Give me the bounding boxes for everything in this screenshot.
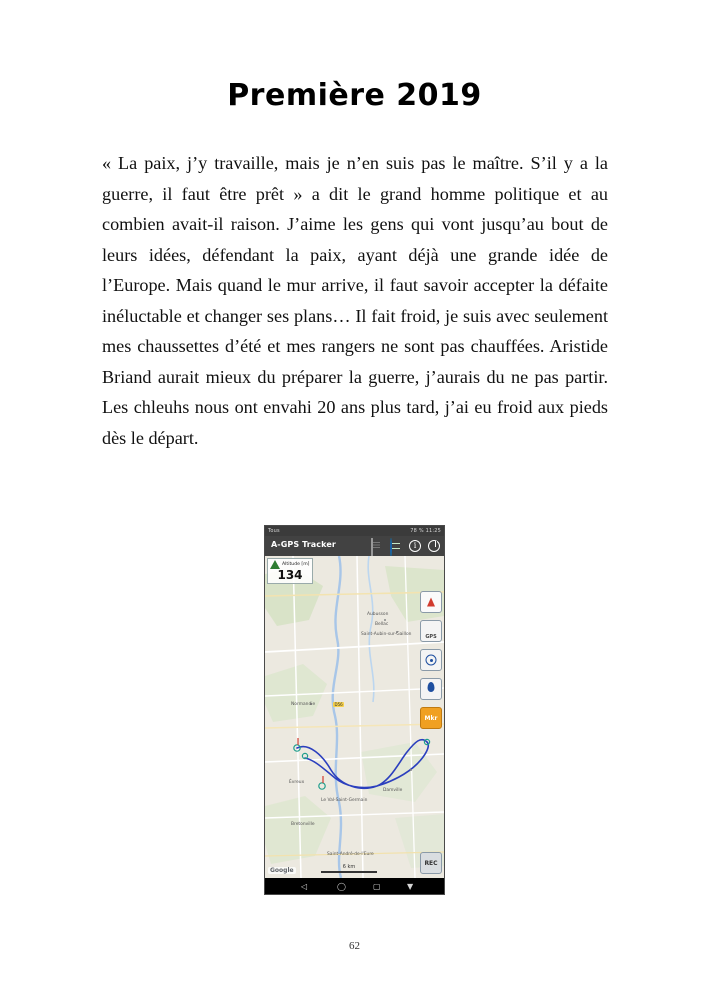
android-nav-bar <box>265 878 444 895</box>
map-scale-label: 6 km <box>342 864 356 870</box>
home-icon[interactable]: ◯ <box>337 882 346 891</box>
map-label-saint-aubin: Saint-Aubin-sur-Gaillon <box>361 632 412 637</box>
keyboard-icon[interactable]: ▼ <box>407 882 414 891</box>
globe-icon[interactable] <box>390 539 402 552</box>
map-label-aubusson: Aubusson <box>367 612 389 617</box>
app-bar <box>265 536 444 556</box>
map-scale-bar <box>321 864 377 873</box>
map-label-normandie: Normandie <box>291 702 316 707</box>
phone-screenshot-figure <box>264 525 445 895</box>
map-scale-line <box>321 871 377 873</box>
gps-button[interactable] <box>420 620 442 642</box>
gps-button-label: GPS <box>425 634 437 640</box>
marker-button[interactable] <box>420 707 442 729</box>
map-label-saint-andre: Saint-André-de-l'Eure <box>327 852 374 857</box>
body-text <box>102 148 608 453</box>
compass-needle-icon <box>427 598 435 607</box>
crosshair-icon <box>426 655 437 666</box>
map-view[interactable] <box>265 556 444 878</box>
map-label-val-saint-germain: Le Val-Saint-Germain <box>321 798 368 803</box>
app-bar-icon-group <box>371 539 440 552</box>
app-title: A-GPS Tracker <box>271 540 336 549</box>
compass-button[interactable] <box>420 591 442 613</box>
record-button[interactable] <box>420 852 442 874</box>
altitude-label: Altitude [m] <box>282 562 310 567</box>
map-label-bretonville: Bretonville <box>291 822 315 827</box>
map-label-bellac: Bellac <box>375 622 389 627</box>
body-paragraph: « La paix, j’y travaille, mais je n’en suis pas le maître. S’il y a la guerre, il faut être prêt » a dit le grand homme politique et au combien avait-il raison. J’aime les gens qui vont jusqu’au bout de leurs idées, défendant la paix, ayant déjà une grande idée de l’Europe. Mais quand le mur arrive, il faut savoir accepter la défaite inéluctable et changer ses plans… Il fait froid, je suis avec seulement mes chaussettes d’été et mes rangers ne sont pas chauffées. Aristide Briand aurait mieux du préparer la guerre, j’aurais du ne pas partir. Les chleuhs nous ont envahi 20 ans plus tard, j’ai eu froid aux pieds dès le départ. <box>102 153 608 448</box>
recents-icon[interactable]: ▢ <box>373 882 381 891</box>
marker-button-label: Mkr <box>424 715 438 722</box>
map-canvas <box>265 556 444 878</box>
map-label-evreux: Évreux <box>289 780 305 785</box>
google-logo: Google <box>270 867 294 874</box>
waypoint-button[interactable] <box>420 678 442 700</box>
center-location-button[interactable] <box>420 649 442 671</box>
record-button-label: REC <box>424 860 438 867</box>
phone-status-bar <box>265 526 444 536</box>
map-pin-icon <box>428 682 435 692</box>
back-icon[interactable]: ◁ <box>301 882 308 891</box>
altitude-indicator <box>267 558 313 584</box>
power-icon[interactable] <box>428 540 440 552</box>
status-bar-right-text: 78 % 11:25 <box>410 528 441 534</box>
info-icon[interactable]: i <box>409 540 421 552</box>
page-title: Première 2019 <box>227 78 482 113</box>
page-number: 62 <box>349 940 360 952</box>
altitude-value: 134 <box>277 568 303 582</box>
map-label-damville: Damville <box>383 788 403 793</box>
document-icon[interactable] <box>371 539 383 552</box>
map-side-buttons <box>420 591 442 729</box>
map-label-d56: D56 <box>334 702 343 707</box>
status-bar-left-text: Tous <box>268 528 280 534</box>
